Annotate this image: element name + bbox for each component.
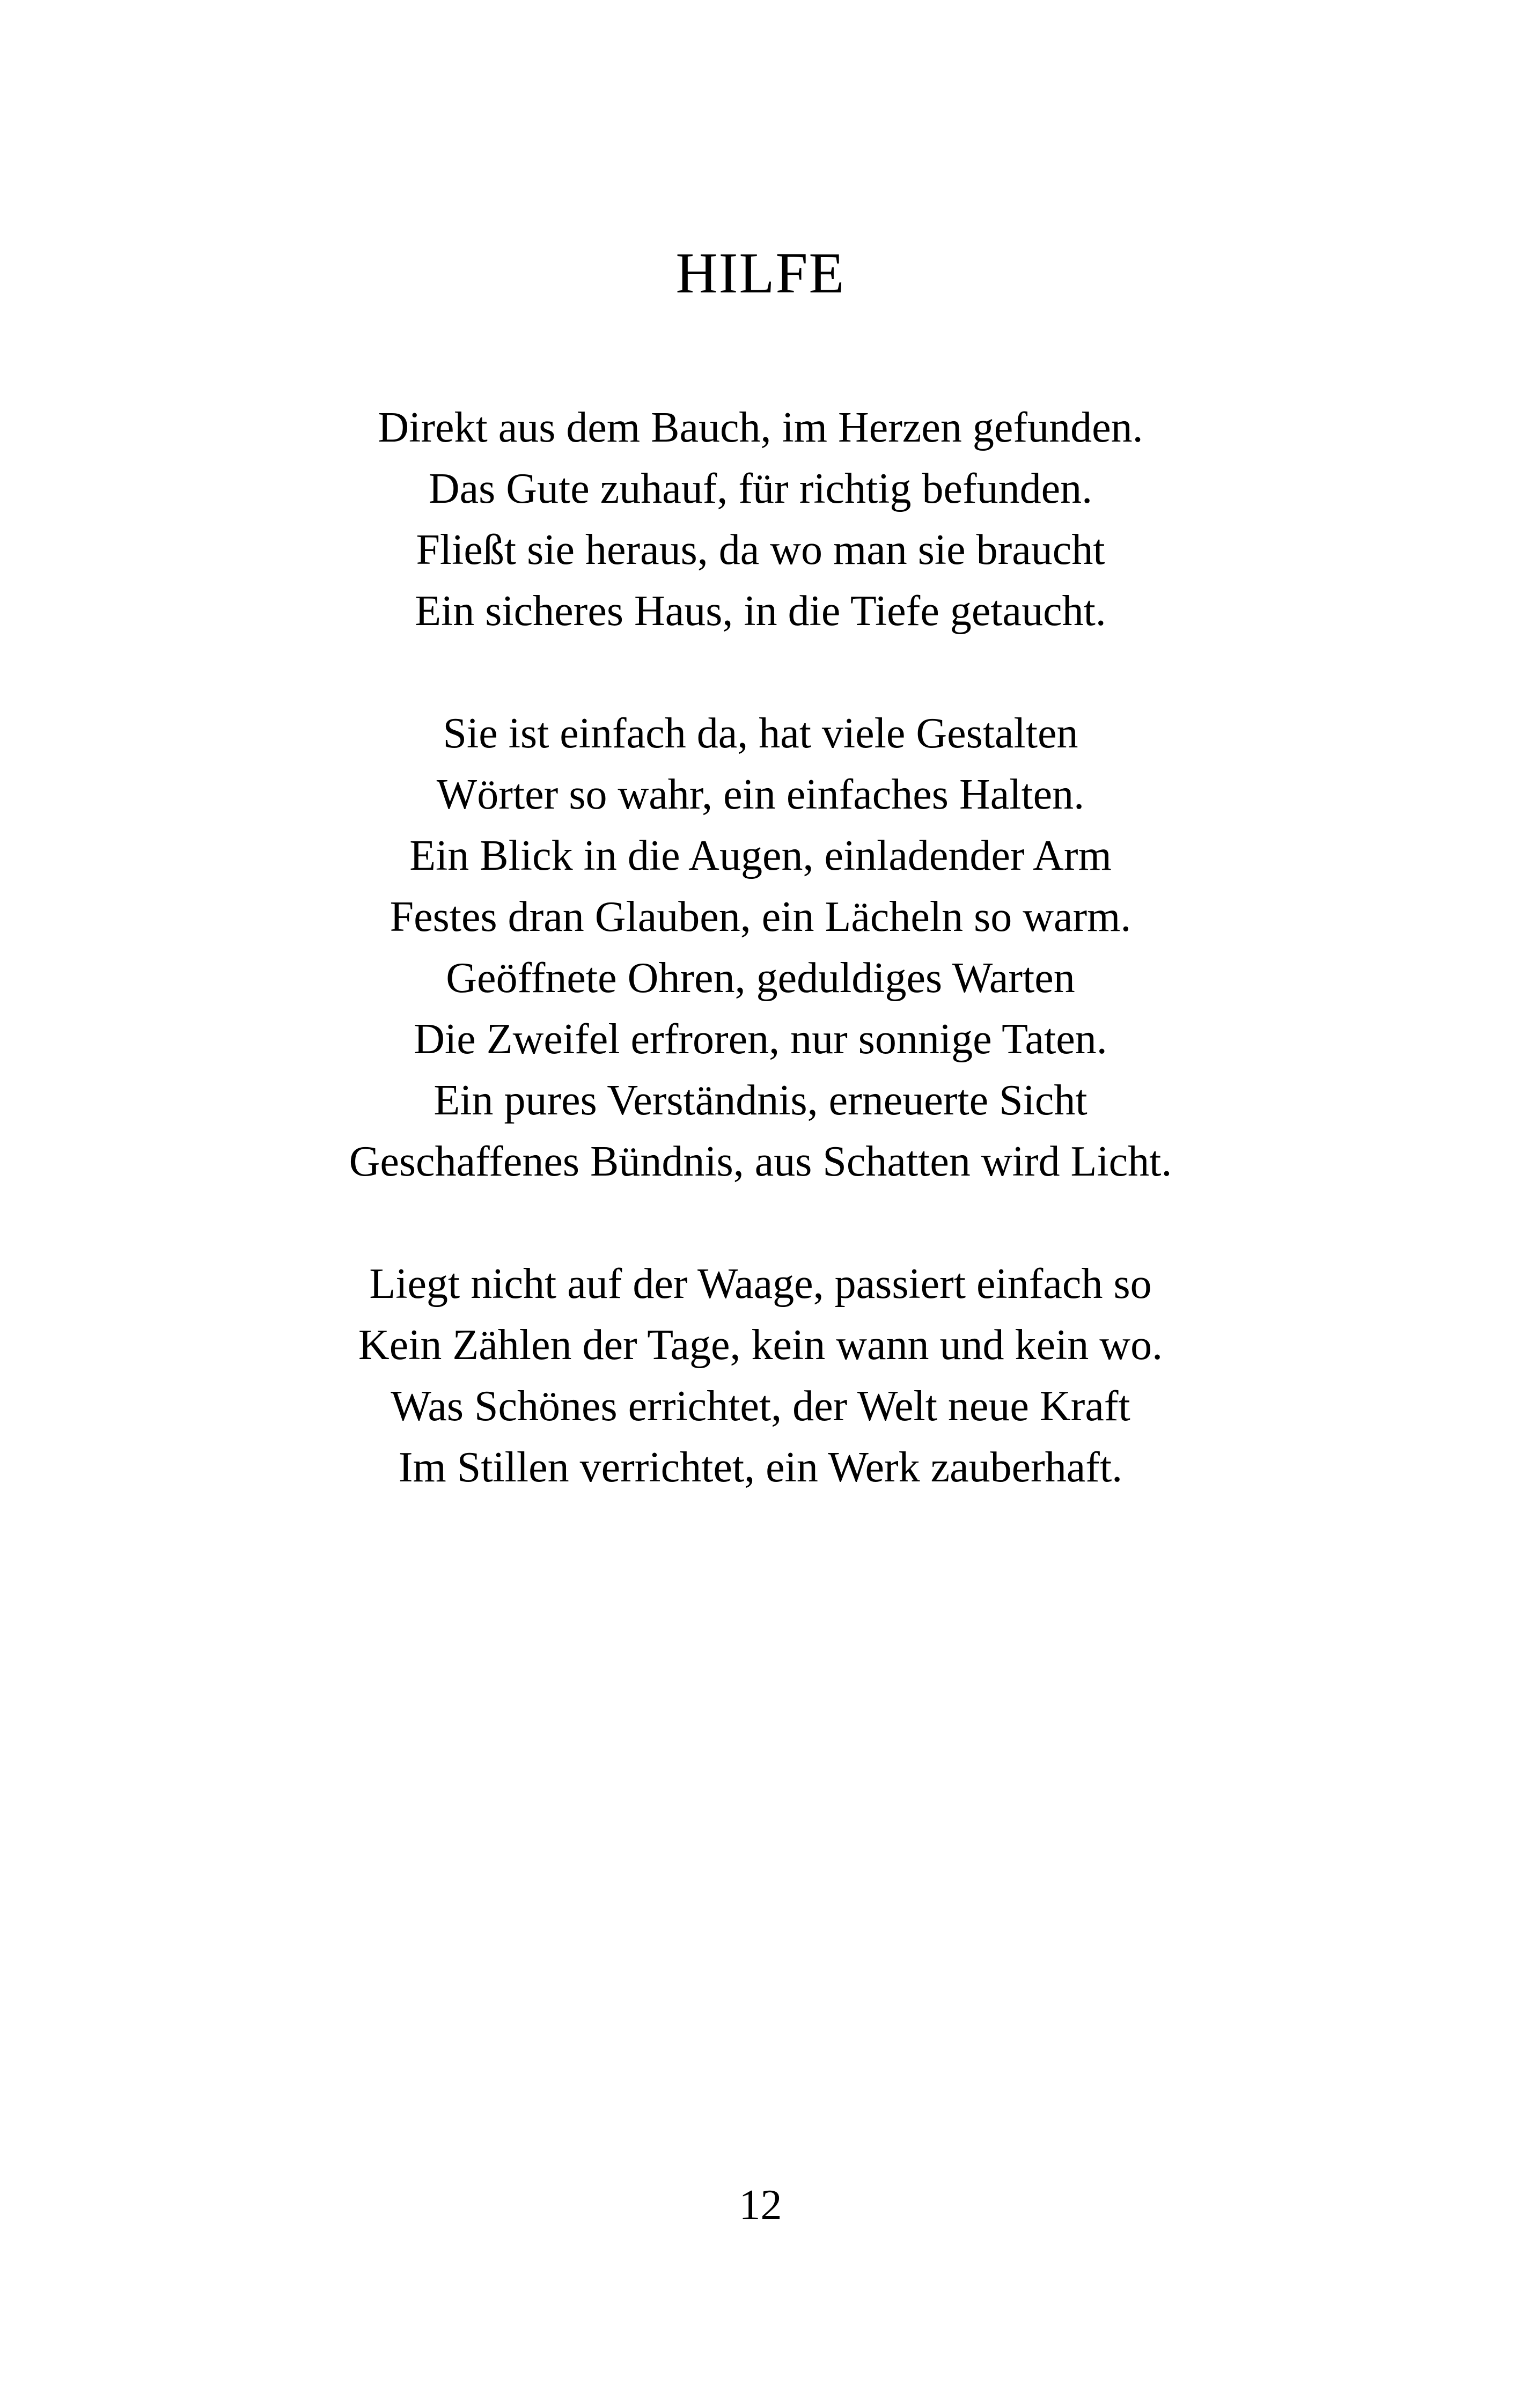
stanza-1: [0, 397, 1521, 642]
poem-line: Sie ist einfach da, hat viele Gestalten: [443, 710, 1078, 757]
poem-line: Im Stillen verrichtet, ein Werk zauberhaft.: [398, 1444, 1123, 1491]
poem-line: Die Zweifel erfroren, nur sonnige Taten.: [414, 1016, 1107, 1063]
poem-line: Liegt nicht auf der Waage, passiert einfach so: [369, 1260, 1152, 1308]
poem-line: Wörter so wahr, ein einfaches Halten.: [436, 771, 1085, 818]
poem-line: Was Schönes errichtet, der Welt neue Kraft: [391, 1383, 1130, 1430]
poem-body: [0, 397, 1521, 1498]
poem-title: HILFE: [675, 241, 846, 305]
stanza-2: [0, 703, 1521, 1192]
poem-line: Direkt aus dem Bauch, im Herzen gefunden.: [378, 404, 1143, 451]
poem-line: Das Gute zuhauf, für richtig befunden.: [428, 465, 1093, 512]
poem-line: Ein sicheres Haus, in die Tiefe getaucht.: [415, 588, 1106, 635]
stanza-3: [0, 1253, 1521, 1498]
poem-line: Geöffnete Ohren, geduldiges Warten: [446, 955, 1075, 1002]
poem-line: Kein Zählen der Tage, kein wann und kein wo.: [358, 1322, 1163, 1369]
poem-line: Geschaffenes Bündnis, aus Schatten wird Licht.: [349, 1138, 1172, 1185]
poem-line: Ein Blick in die Augen, einladender Arm: [409, 832, 1112, 879]
poem-line: Festes dran Glauben, ein Lächeln so warm.: [390, 893, 1131, 941]
poem-line: Ein pures Verständnis, erneuerte Sicht: [433, 1077, 1088, 1124]
poem-line: Fließt sie heraus, da wo man sie braucht: [416, 526, 1105, 574]
page-number: 12: [739, 2182, 782, 2229]
